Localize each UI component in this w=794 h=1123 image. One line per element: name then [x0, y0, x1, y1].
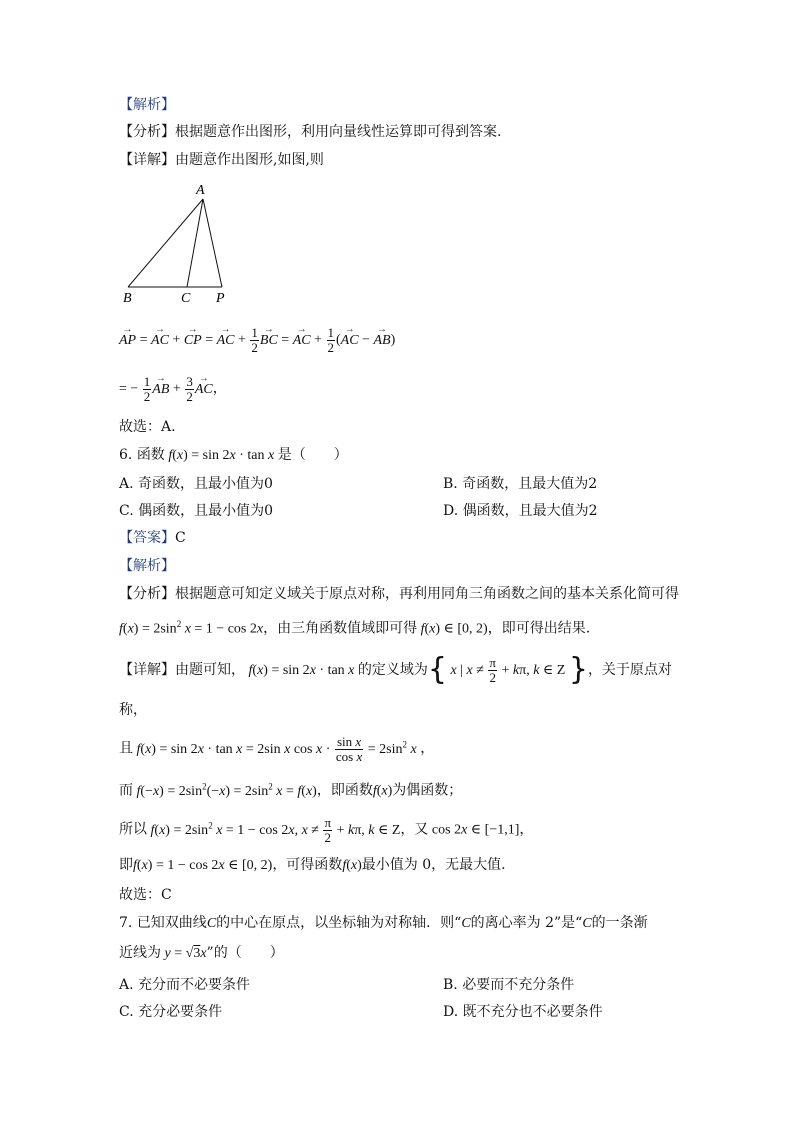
fenxi-text: 根据题意作出图形，利用向量线性运算即可得到答案. — [175, 124, 502, 140]
fraction-three-half: $\frac{3}{2}$ — [186, 374, 193, 404]
xiangjie-text: 由题意作出图形,如图,则 — [175, 152, 324, 168]
segment-ac — [187, 199, 203, 287]
fraction-half: $\frac{1}{2}$ — [251, 325, 258, 355]
fenxi-tag: 【分析】 — [119, 124, 175, 140]
q6-answer — [119, 528, 186, 548]
q6-derivation-2: 而 $f(-x) = 2\sin^2(-x) = 2\sin^2$ x = f(x)，即函数f(x)为偶函数； — [119, 781, 463, 799]
segment-ab — [128, 199, 203, 287]
label-c: C — [181, 291, 191, 306]
q7-option-b: B. 必要而不充分条件 — [443, 977, 575, 993]
triangle-figure — [115, 178, 245, 306]
q6-number: 6. — [119, 447, 133, 463]
q6-option-d: D. 偶函数，且最大值为2 — [443, 503, 598, 519]
q6-option-b: B. 奇函数，且最大值为2 — [443, 476, 598, 492]
q6-option-a: A. 奇函数，且最小值为0 — [119, 476, 273, 492]
q6-stem: 6. 函数 f(x) = sin 2x · tan x 是（ ） — [119, 447, 348, 463]
vector-ac: → AC — [195, 380, 213, 400]
vector-ac: → AC — [341, 331, 359, 351]
vector-ac: → AC — [151, 331, 169, 351]
fraction-neg-half: $\frac{1}{2}$ — [143, 374, 151, 404]
jiexi-tag: 【解析】 — [119, 97, 175, 113]
vector-cp: → CP — [184, 331, 202, 351]
xiangjie-tag: 【详解】 — [119, 152, 175, 168]
q7-stem-line2: 近线为 y = √3x”的（ ） — [119, 945, 284, 961]
vector-equation-2: = − $\frac{1}{2}$ → AB + $\frac{3}{2}$ → AC， — [119, 375, 227, 404]
q6-derivation-3: 所以 $f(x) = 2\sin^2$ x = 1 − cos 2x, x ≠ $\frac{\pi}{2}$ + kπ, k ∈ Z，又 cos 2x ∈ [−1,1]， — [119, 814, 534, 845]
q6-xiangjie-line: 【详解】由题可知， f(x) = sin 2x · tan x 的定义域为{ x | x ≠ $\frac{\pi}{2}$ + kπ, k ∈ Z }，关于原点对 — [119, 652, 672, 687]
vector-equation-1: → AP = → AC + → CP = → AC + $\frac{1}{2}$ → BC = → AC + $\frac{1}{2}$ (→ AC − → AB) — [119, 326, 395, 355]
segment-ap — [203, 199, 222, 287]
label-a: A — [196, 183, 205, 198]
q6-fenxi-line2: $f(x) = 2\sin^2$ x = 1 − cos 2x，由三角函数值域即可得 f(x) ∈ [0, 2)，即可得出结果. — [119, 619, 591, 637]
q6-answer-line: 故选：C — [119, 887, 172, 903]
vector-ab: → AB — [373, 331, 390, 351]
answer-tag: 【答案】 — [119, 530, 175, 546]
vector-ac: → AC — [217, 331, 235, 351]
q7-option-a: A. 充分而不必要条件 — [119, 977, 251, 993]
vector-ab: → AB — [152, 380, 169, 400]
q6-fenxi-line: 【分析】根据题意可知定义域关于原点对称，再利用同角三角函数之间的基本关系化简可得 — [119, 586, 679, 602]
vector-ap: → AP — [119, 331, 136, 351]
q6-derivation-1: 且 f(x) = sin 2x · tan x = 2sin x cos x · $\frac{\text{sin x}}{\text{cos x}}$ = $2\sin^2$ x ， — [119, 733, 435, 764]
q5-answer-line: 故选：A. — [119, 419, 176, 435]
vector-bc: → BC — [260, 331, 278, 351]
q7-option-d: D. 既不充分也不必要条件 — [443, 1004, 603, 1020]
q7-option-c: C. 充分必要条件 — [119, 1004, 223, 1020]
xiangjie-line — [119, 150, 324, 170]
label-p: P — [216, 291, 225, 306]
q7-stem-line1: 7. 已知双曲线C的中心在原点，以坐标轴为对称轴．则“C的离心率为 2”是“C的一条渐 — [119, 915, 648, 931]
q6-derivation-4: 即f(x) = 1 − cos 2x ∈ [0, 2)，可得函数f(x)最小值为 0，无最大值. — [119, 857, 506, 873]
fraction-half: $\frac{1}{2}$ — [327, 325, 334, 355]
label-b: B — [123, 291, 132, 306]
q6-xiangjie-cont: 称， — [119, 702, 147, 718]
fenxi-line — [119, 122, 501, 142]
answer-value: C — [175, 530, 186, 546]
q6-option-c: C. 偶函数，且最小值为0 — [119, 503, 274, 519]
vector-ac: → AC — [293, 331, 311, 351]
q6-jiexi-tag: 【解析】 — [119, 558, 175, 574]
